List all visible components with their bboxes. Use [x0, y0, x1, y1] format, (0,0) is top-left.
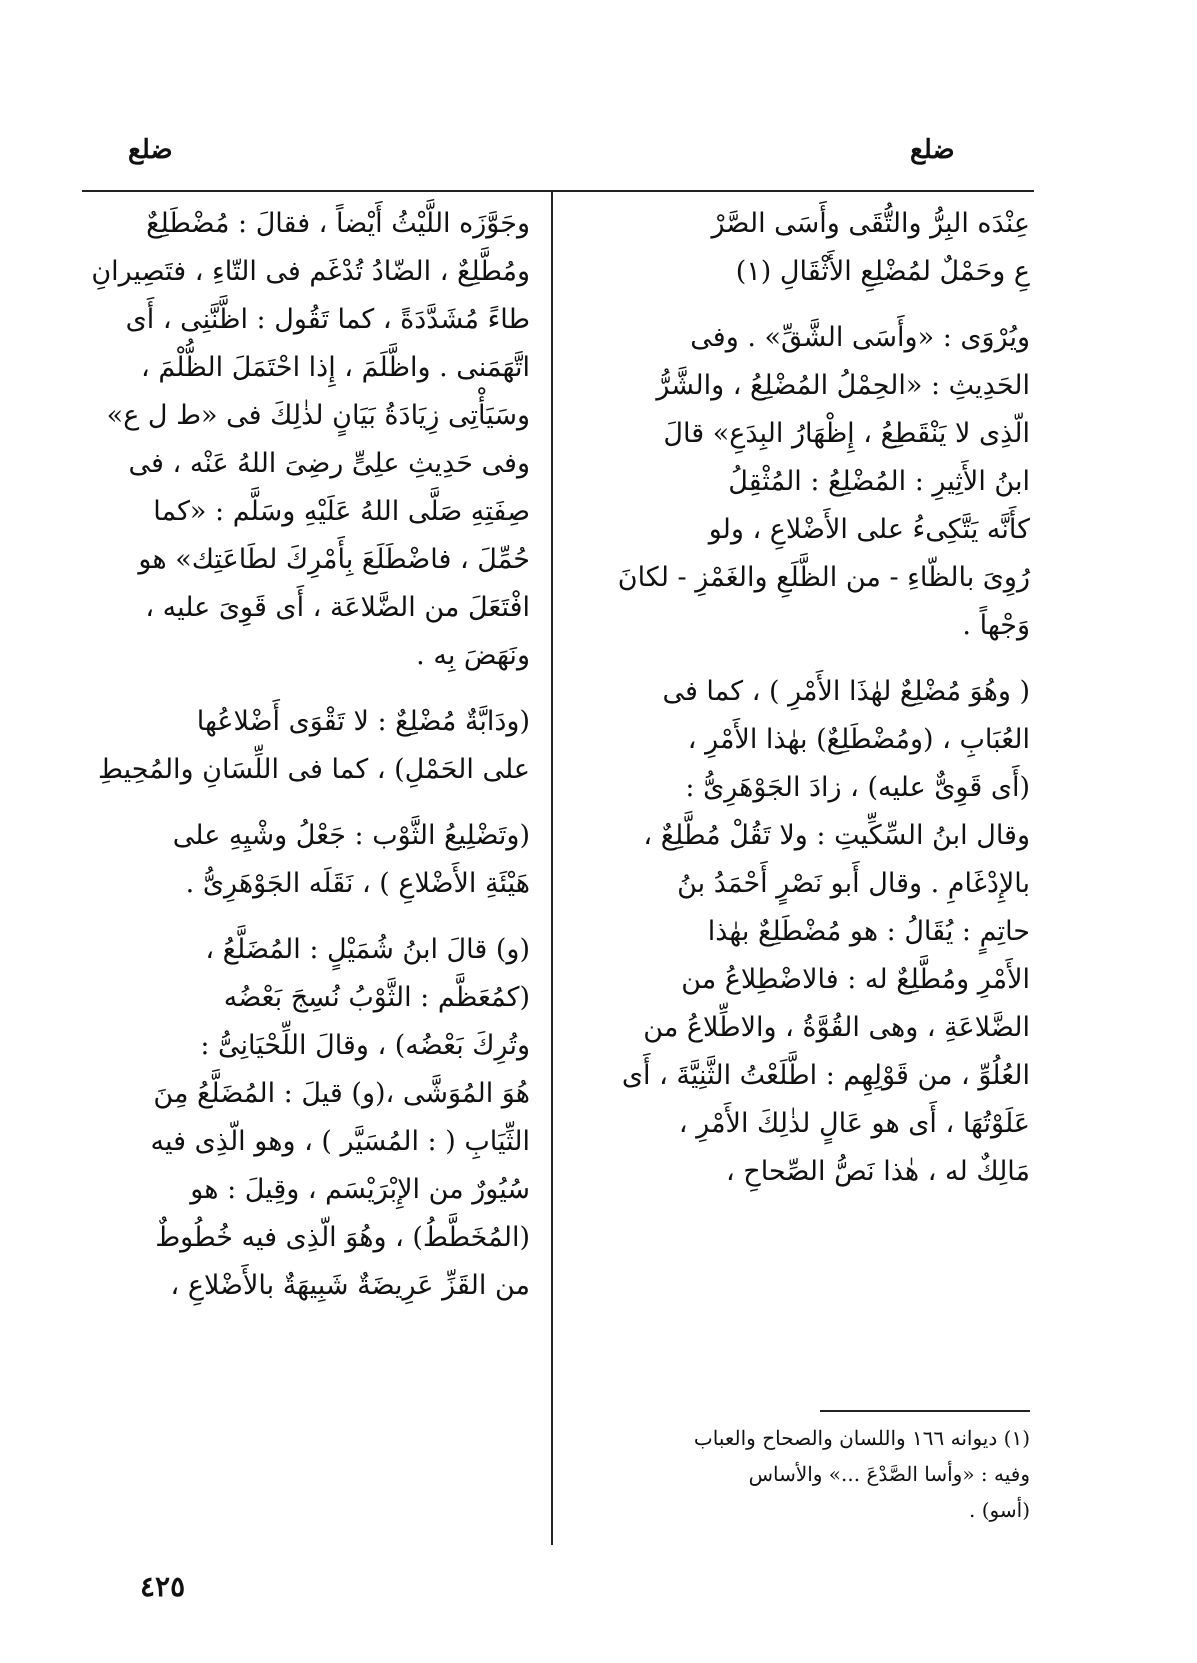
- text-line: الثِّيَابِ ( : المُسَيَّر ) ، وهو الّذِى فيه: [150, 1126, 530, 1157]
- text-line: صِفَتِهِ صَلَّى اللهُ عَلَيْهِ وسَلَّم : «كما: [153, 496, 530, 527]
- text-line: الضَّلاعَةِ ، وهى القُوَّةُ ، والاطِّلاعُ من: [643, 1012, 1030, 1043]
- text-line: (ودَابَّةٌ مُضْلِعٌ : لا تَقْوَى أَضْلاعُها: [196, 706, 530, 737]
- text-line: هَيْئَةِ الأَضْلاعِ ) ، نَقَلَه الجَوْهَرِىُّ .: [185, 868, 530, 899]
- text-line: سُيُورٌ من الإِبْرَيْسَم ، وقِيلَ : هو: [190, 1174, 530, 1205]
- text-line: العُلُوِّ ، من قَوْلِهِم : اطَّلَعْتُ الثَّنِيَّةَ ، أَى: [621, 1060, 1030, 1091]
- paragraph: [85, 200, 530, 680]
- text-line: ومُطَّلِعٌ ، الضّادُ تُدْغَم فى التّاءِ ، فتَصِيرانِ: [91, 256, 530, 287]
- footnote-line: (١) ديوانه ١٦٦ واللسان والصحاح والعباب: [693, 1426, 1030, 1450]
- footnote-rule: [820, 1410, 1030, 1412]
- text-line: افْتَعَلَ من الضَّلاعَة ، أَى قَوِىَ عليه ،: [145, 592, 530, 623]
- paragraph: [85, 926, 530, 1310]
- text-line: حُمِّلَ ، فاضْطَلَعَ بِأَمْرِكَ لطَاعَتِك» هو: [138, 544, 530, 575]
- text-line: عَلَوْتُهَا ، أَى هو عَالٍ لذٰلِكَ الأَمْرِ ،: [678, 1108, 1030, 1139]
- page-number: ٤٢٥: [140, 1570, 186, 1603]
- text-line: هُوَ المُوَشَّى ،(و) قيلَ : المُضَلَّعُ مِنَ: [153, 1078, 530, 1109]
- text-line: طاءً مُشَدَّدَةً ، كما تَقُول : اظَّنَّنِى ، أَى: [125, 304, 530, 335]
- text-line: (المُخَطَّطُ) ، وهُوَ الّذِى فيه خُطُوطٌ: [155, 1222, 530, 1253]
- text-line: مَالِكٌ له ، هٰذا نَصُّ الصِّحاحِ ،: [725, 1156, 1030, 1187]
- text-line: ونَهَضَ بِه .: [416, 640, 530, 671]
- paragraph: [85, 698, 530, 794]
- text-line: وسَيَأْتِى زِيَادَةُ بَيَانٍ لذٰلِكَ فى «ط ل ع»: [106, 400, 530, 431]
- header-word-right: ضلع: [910, 135, 955, 165]
- paragraph: [580, 200, 1030, 296]
- text-line: (أَى قَوِىٌّ عليه) ، زادَ الجَوْهَرِىُّ :: [685, 772, 1030, 803]
- text-line: وَجْهاً .: [962, 610, 1030, 641]
- header-word-left: ضلع: [128, 135, 173, 165]
- text-line: الأَمْرِ ومُطَّلِعٌ له : فالاضْطِلاعُ من: [681, 964, 1030, 995]
- text-line: وقال ابنُ السِّكِّيتِ : ولا تَقُلْ مُطَّلِعٌ ،: [643, 820, 1030, 851]
- text-line: عِ وحَمْلٌ لمُضْلِعِ الأَثْقَالِ (١): [735, 256, 1030, 287]
- left-column: [85, 200, 530, 1328]
- footnote-line: وفيه : «وأسا الصَّدْعَ ...» والأساس: [748, 1462, 1030, 1486]
- text-line: ويُرْوَى : «وأَسَى الشَّقِّ» . وفى: [690, 322, 1030, 353]
- text-line: (و) قالَ ابنُ شُمَيْلٍ : المُضَلَّعُ ،: [205, 934, 530, 965]
- text-line: عِنْدَه البِرُّ والتُّقَى وأَسَى الصَّرْ: [711, 208, 1030, 239]
- text-line: وجَوَّزَه اللَّيْثُ أَيْضاً ، فقالَ : مُضْطَلِعٌ: [146, 208, 530, 239]
- text-line: الحَدِيثِ : «الحِمْلُ المُضْلِعُ ، والشَّرُّ: [656, 370, 1030, 401]
- right-column: [580, 200, 1030, 1214]
- paragraph: [580, 668, 1030, 1196]
- text-line: الّذِى لا يَنْقَطِعُ ، إِظْهَارُ البِدَعِ» قالَ: [663, 418, 1030, 449]
- text-line: (كمُعَظَّم : الثَّوْبُ نُسِجَ بَعْضُه: [223, 982, 530, 1013]
- footnote: [580, 1420, 1030, 1528]
- paragraph: [580, 314, 1030, 650]
- paragraph: [85, 812, 530, 908]
- text-line: رُوِىَ بالظّاءِ - من الظَّلَعِ والغَمْزِ - لكانَ: [617, 562, 1030, 593]
- text-line: اتَّهَمَنى . واظَّلَمَ ، إِذا احْتَمَلَ الظُّلْمَ ،: [141, 352, 530, 383]
- top-rule: [82, 190, 1034, 192]
- text-line: (وتَضْلِيعُ الثَّوْب : جَعْلُ وشْيِهِ على: [172, 820, 530, 851]
- text-line: ( وهُوَ مُضْلِعٌ لهٰذَا الأَمْرِ ) ، كما فى: [662, 676, 1030, 707]
- text-line: حاتِمٍ : يُقَالُ : هو مُضْطَلِعٌ بهٰذا: [707, 916, 1030, 947]
- text-line: على الحَمْلِ) ، كما فى اللِّسَانِ والمُحِيطِ: [98, 754, 530, 785]
- footnote-line: (أسو) .: [969, 1498, 1030, 1522]
- text-line: من القَزِّ عَرِيضَةٌ شَبِيهَةٌ بالأَضْلاعِ ،: [170, 1270, 530, 1301]
- text-line: كأَنَّه يَتَّكِىءُ على الأَضْلاعِ ، ولو: [708, 514, 1030, 545]
- column-divider: [551, 190, 553, 1545]
- text-line: وتُرِكَ بَعْضُه) ، وقالَ اللِّحْيَانِىُّ :: [200, 1030, 530, 1061]
- text-line: وفى حَدِيثِ علِىٍّ رضِىَ اللهُ عَنْه ، فى: [128, 448, 530, 479]
- text-line: العُبَابِ ، (ومُضْطَلِعٌ) بهٰذا الأَمْرِ ،: [687, 724, 1030, 755]
- text-line: ابنُ الأَثِيرِ : المُضْلِعُ : المُثْقِلُ: [728, 466, 1030, 497]
- text-line: بالإِدْغَامِ . وقال أَبو نَصْرٍ أَحْمَدُ بنُ: [677, 868, 1030, 899]
